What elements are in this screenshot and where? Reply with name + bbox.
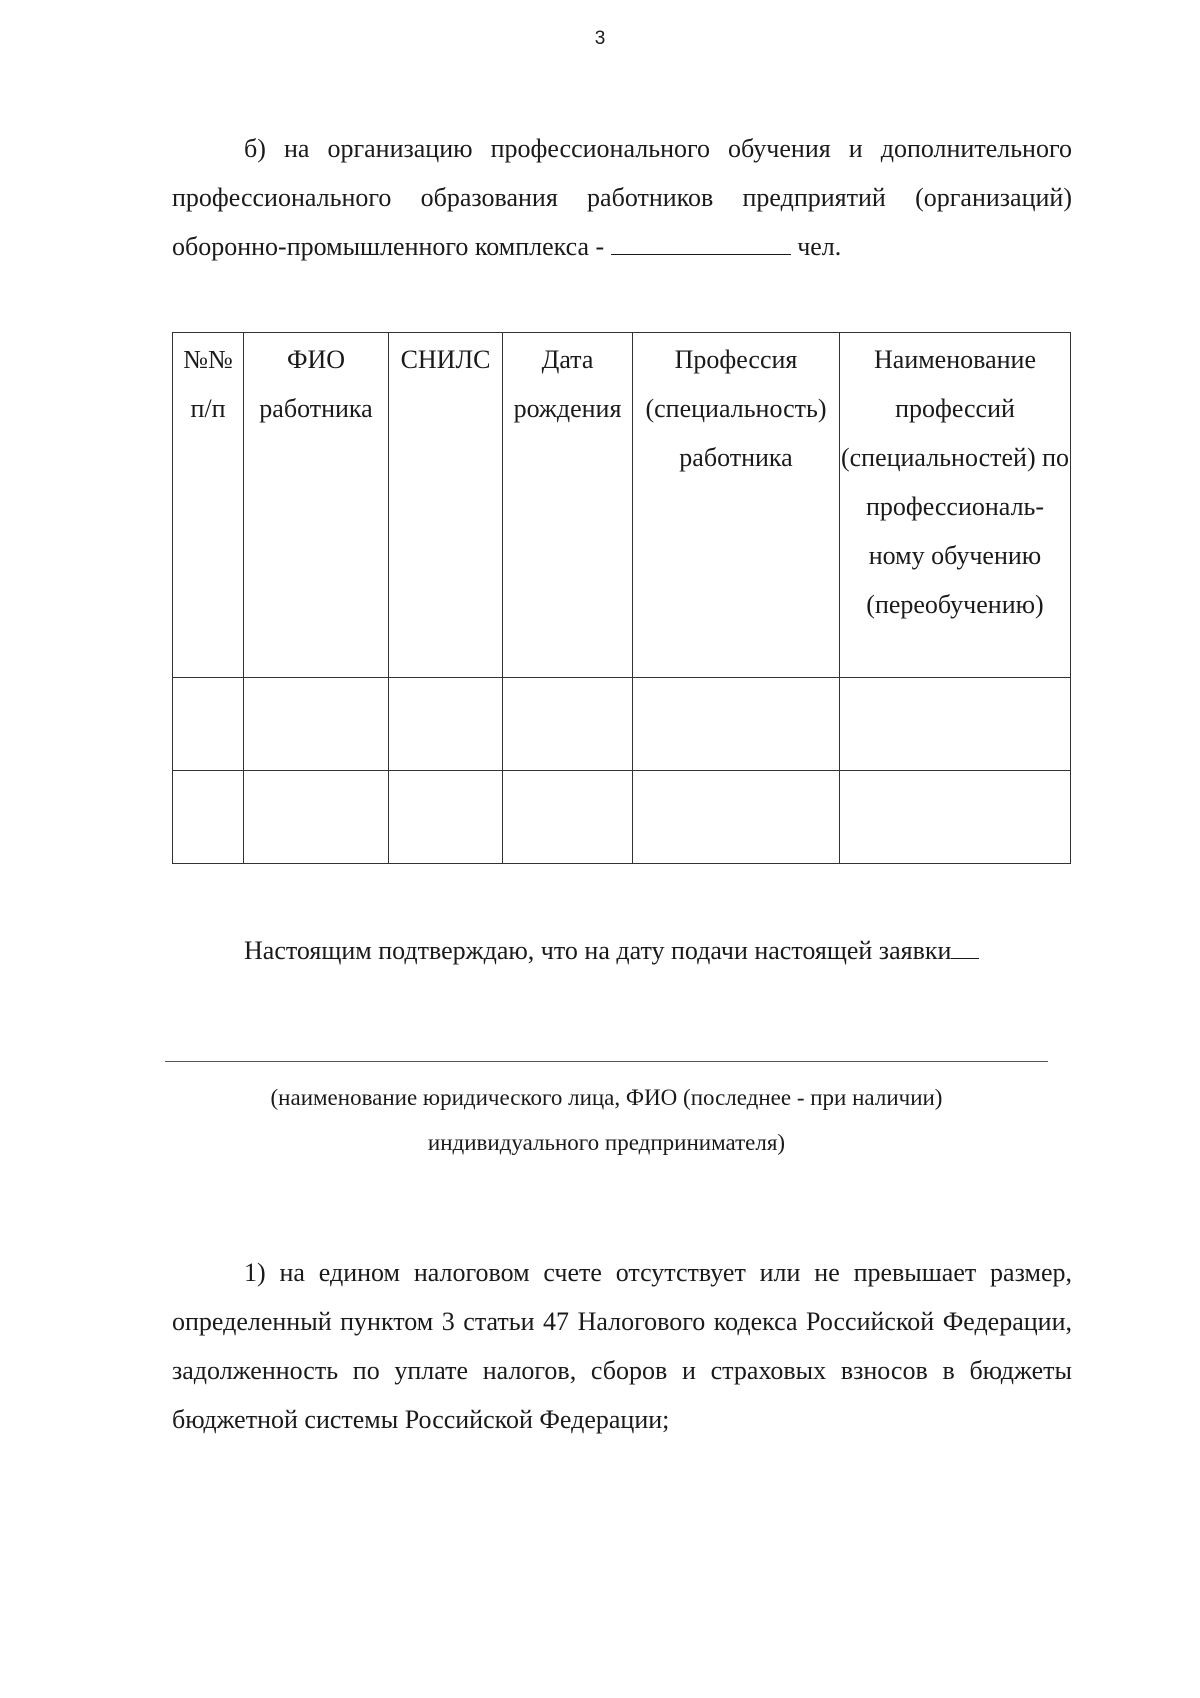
- headcount-blank: [611, 230, 791, 255]
- table-row: [173, 771, 1071, 864]
- header-birth-date: Дата рождения: [503, 333, 633, 678]
- table-cell: [389, 678, 503, 771]
- paragraph-1: 1) на едином налоговом счете отсутствует или не превышает размер, определенный пунктом 3 статьи 47 Налогового кодекса Российской Федерации, задолженность по уплате налогов, сборов и страховых взносов в бюджеты бюджетной системы Российской Федерации;: [172, 1258, 1072, 1434]
- table-cell: [173, 678, 244, 771]
- table-cell: [840, 678, 1071, 771]
- table-header-row: [173, 333, 1071, 678]
- table-cell: [173, 771, 244, 864]
- paragraph-b-text: б) на организацию профессионального обучения и дополнительного профессионального образования работников предприятий (организаций) оборонно-промышленного комплекса -: [172, 134, 1072, 261]
- entity-name-line: [165, 1061, 1048, 1062]
- header-snils: СНИЛС: [389, 333, 503, 678]
- header-full-name: ФИО работника: [244, 333, 389, 678]
- table-cell: [503, 771, 633, 864]
- table-cell: [389, 771, 503, 864]
- confirmation-blank: [951, 934, 979, 959]
- table-cell: [244, 771, 389, 864]
- table-cell: [840, 771, 1071, 864]
- caption-line-2: индивидуального предпринимателя): [427, 1130, 786, 1155]
- table-cell: [633, 771, 840, 864]
- table-cell: [633, 678, 840, 771]
- headcount-unit: чел.: [790, 232, 842, 261]
- caption-line-1: (наименование юридического лица, ФИО (последнее - при наличии): [270, 1085, 943, 1110]
- header-profession: Профессия (специальность) работника: [633, 333, 840, 678]
- paragraph-b: [172, 124, 1072, 271]
- table-cell: [503, 678, 633, 771]
- workers-table: [172, 332, 1071, 864]
- header-training-professions: Наименование профессий (специальностей) по профессиональ-ному обучению (переобучению): [840, 333, 1071, 678]
- table-row: [173, 678, 1071, 771]
- confirmation-statement: [244, 926, 979, 975]
- header-number: №№ п/п: [173, 333, 244, 678]
- confirmation-text: Настоящим подтверждаю, что на дату подачи настоящей заявки: [244, 936, 952, 965]
- page-number: 3: [594, 28, 606, 49]
- entity-name-caption: [165, 1075, 1048, 1165]
- table-cell: [244, 678, 389, 771]
